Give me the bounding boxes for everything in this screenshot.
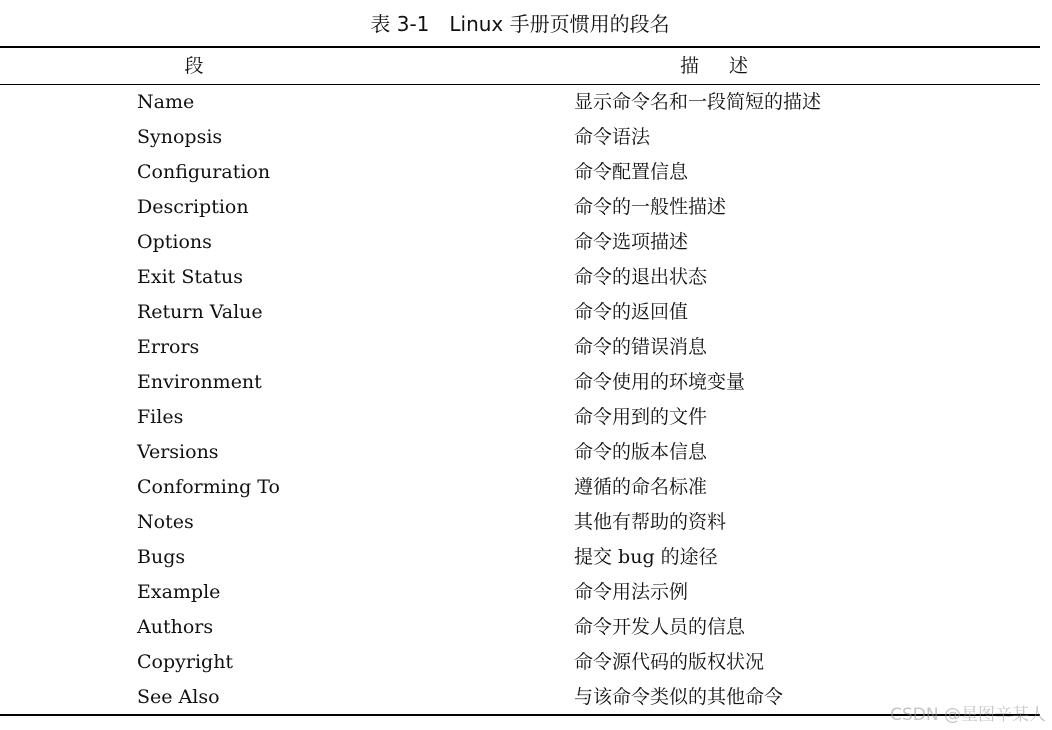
section-description-cell: 命令的返回值 (574, 301, 689, 323)
section-description-cell: 命令使用的环境变量 (574, 371, 746, 393)
section-description-cell: 命令的一般性描述 (574, 196, 727, 218)
section-description-cell: 命令的错误消息 (574, 336, 708, 358)
table-row (0, 435, 1040, 470)
section-name-cell: Exit Status (137, 266, 243, 288)
section-description-cell: 显示命令名和一段简短的描述 (574, 91, 822, 113)
section-name-cell: Bugs (137, 546, 186, 568)
table-row (0, 365, 1040, 400)
section-description-cell: 与该命令类似的其他命令 (574, 686, 784, 708)
table-row (0, 85, 1040, 120)
table-row (0, 470, 1040, 505)
section-name-cell: Errors (137, 336, 200, 358)
table-top-rule (0, 46, 1040, 48)
section-description-cell: 命令用到的文件 (574, 406, 708, 428)
section-name-cell: See Also (137, 686, 220, 708)
table-row (0, 155, 1040, 190)
section-description-cell: 提交 bug 的途径 (574, 546, 718, 568)
table-row (0, 400, 1040, 435)
table-row (0, 645, 1040, 680)
section-name-cell: Notes (137, 511, 194, 533)
section-name-cell: Configuration (137, 161, 271, 183)
table-row (0, 575, 1040, 610)
section-name-cell: Conforming To (137, 476, 280, 498)
table-row (0, 295, 1040, 330)
table-row (0, 190, 1040, 225)
section-description-cell: 命令语法 (574, 126, 651, 148)
section-name-cell: Synopsis (137, 126, 223, 148)
section-name-cell: Return Value (137, 301, 263, 323)
section-description-cell: 命令用法示例 (574, 581, 689, 603)
table-caption: 表 3-1 Linux 手册页惯用的段名 (370, 12, 670, 36)
section-name-cell: Versions (137, 441, 219, 463)
section-description-cell: 命令选项描述 (574, 231, 689, 253)
section-description-cell: 命令配置信息 (574, 161, 689, 183)
section-name-cell: Name (137, 91, 195, 113)
table-row (0, 120, 1040, 155)
table-row (0, 540, 1040, 575)
section-name-cell: Copyright (137, 651, 234, 673)
watermark: CSDN @星图辛某人 (890, 705, 1046, 725)
table-bottom-rule (0, 714, 1040, 716)
section-name-cell: Authors (137, 616, 214, 638)
column-header-section: 段 (184, 55, 204, 77)
section-description-cell: 遵循的命名标准 (574, 476, 708, 498)
section-description-cell: 命令源代码的版权状况 (574, 651, 765, 673)
section-description-cell: 命令的退出状态 (574, 266, 708, 288)
table-row (0, 330, 1040, 365)
table-body (0, 85, 1040, 715)
table-row (0, 225, 1040, 260)
section-description-cell: 命令的版本信息 (574, 441, 708, 463)
section-name-cell: Files (137, 406, 184, 428)
column-header-description: 描述 (679, 55, 778, 77)
table-row (0, 680, 1040, 715)
section-name-cell: Description (137, 196, 249, 218)
table-row (0, 260, 1040, 295)
table-row (0, 610, 1040, 645)
table-row (0, 505, 1040, 540)
section-name-cell: Options (137, 231, 212, 253)
section-name-cell: Environment (137, 371, 262, 393)
section-description-cell: 其他有帮助的资料 (574, 511, 727, 533)
section-description-cell: 命令开发人员的信息 (574, 616, 746, 638)
section-name-cell: Example (137, 581, 221, 603)
